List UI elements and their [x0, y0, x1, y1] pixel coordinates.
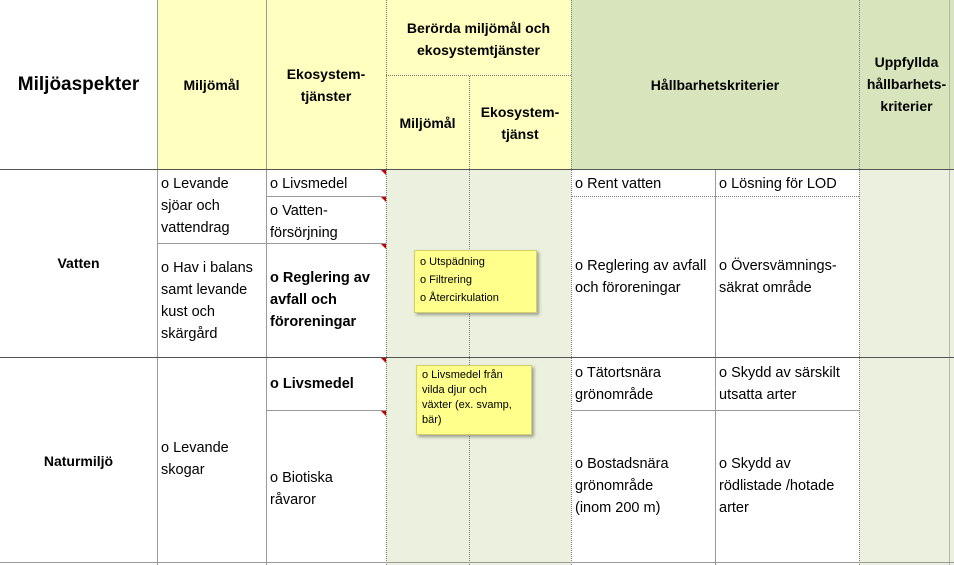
- grid-line: [949, 0, 950, 565]
- grid-line: [157, 243, 386, 244]
- header-criteria: Hållbarhetskriterier: [650, 76, 780, 93]
- nature-criteria-vulnerable: o Skydd av särskilt utsatta arter: [719, 365, 840, 403]
- comment-marker[interactable]: [381, 197, 386, 202]
- header-services: Ekosystem- tjänster: [286, 65, 366, 104]
- water-criteria-regulation: o Reglering av avfall och föroreningar: [575, 258, 707, 296]
- nature-service-biotic: o Biotiska råvaror: [270, 470, 333, 508]
- water-criteria-lod: o Lösning för LOD: [719, 176, 837, 192]
- nature-criteria-residential-green: o Bostadsnära grönområde (inom 200 m): [575, 456, 669, 516]
- header-fulfilled: Uppfyllda hållbarhets- kriterier: [866, 54, 947, 114]
- nature-service-food: o Livsmedel: [270, 376, 354, 392]
- header-aspects: Miljöaspekter: [17, 73, 140, 95]
- comment-marker[interactable]: [381, 170, 386, 175]
- grid-line: [386, 75, 571, 76]
- water-goal-lakes: o Levande sjöar och vattendrag: [161, 176, 230, 236]
- header-affected-goal: Miljömål: [399, 114, 456, 131]
- grid-line: [571, 410, 859, 411]
- water-service-supply: o Vatten- försörjning: [270, 203, 338, 241]
- grid-line: [571, 196, 859, 197]
- water-criteria-clean: o Rent vatten: [575, 176, 662, 192]
- comment-note-nature[interactable]: o Livsmedel från vilda djur och växter (ex. svamp, bär): [416, 365, 532, 435]
- grid-line: [0, 357, 954, 358]
- comment-marker[interactable]: [381, 411, 386, 416]
- header-affected-group: Berörda miljömål och ekosystemtjänster: [406, 20, 551, 58]
- water-goal-sea: o Hav i balans samt levande kust och skärgård: [161, 260, 253, 342]
- header-goals: Miljömål: [183, 76, 240, 93]
- grid-line: [859, 0, 860, 565]
- grid-line: [157, 0, 158, 565]
- grid-line: [266, 196, 386, 197]
- comment-note-water[interactable]: o Utspädning o Filtrering o Återcirkulation: [414, 250, 537, 313]
- nature-criteria-redlisted: o Skydd av rödlistade /hotade arter: [719, 456, 835, 516]
- water-service-regulation: o Reglering av avfall och föroreningar: [270, 270, 370, 330]
- grid-line: [266, 0, 267, 565]
- nature-goal-forests: o Levande skogar: [161, 440, 229, 478]
- grid-line: [266, 410, 386, 411]
- row-label-nature: Naturmiljö: [43, 453, 114, 469]
- comment-marker[interactable]: [381, 358, 386, 363]
- nature-criteria-urban-green: o Tätortsnära grönområde: [575, 365, 661, 403]
- water-service-food: o Livsmedel: [270, 176, 348, 192]
- grid-line: [571, 0, 572, 565]
- grid-line: [469, 76, 470, 565]
- fulfilled-column-bg: [859, 169, 954, 565]
- water-criteria-flood: o Översvämnings- säkrat område: [719, 258, 837, 296]
- grid-line: [715, 169, 716, 565]
- header-affected-service: Ekosystem- tjänst: [480, 103, 560, 142]
- row-label-water: Vatten: [57, 255, 100, 271]
- comment-marker[interactable]: [381, 244, 386, 249]
- grid-line: [0, 169, 954, 170]
- grid-line: [386, 0, 387, 565]
- grid-line: [0, 562, 954, 563]
